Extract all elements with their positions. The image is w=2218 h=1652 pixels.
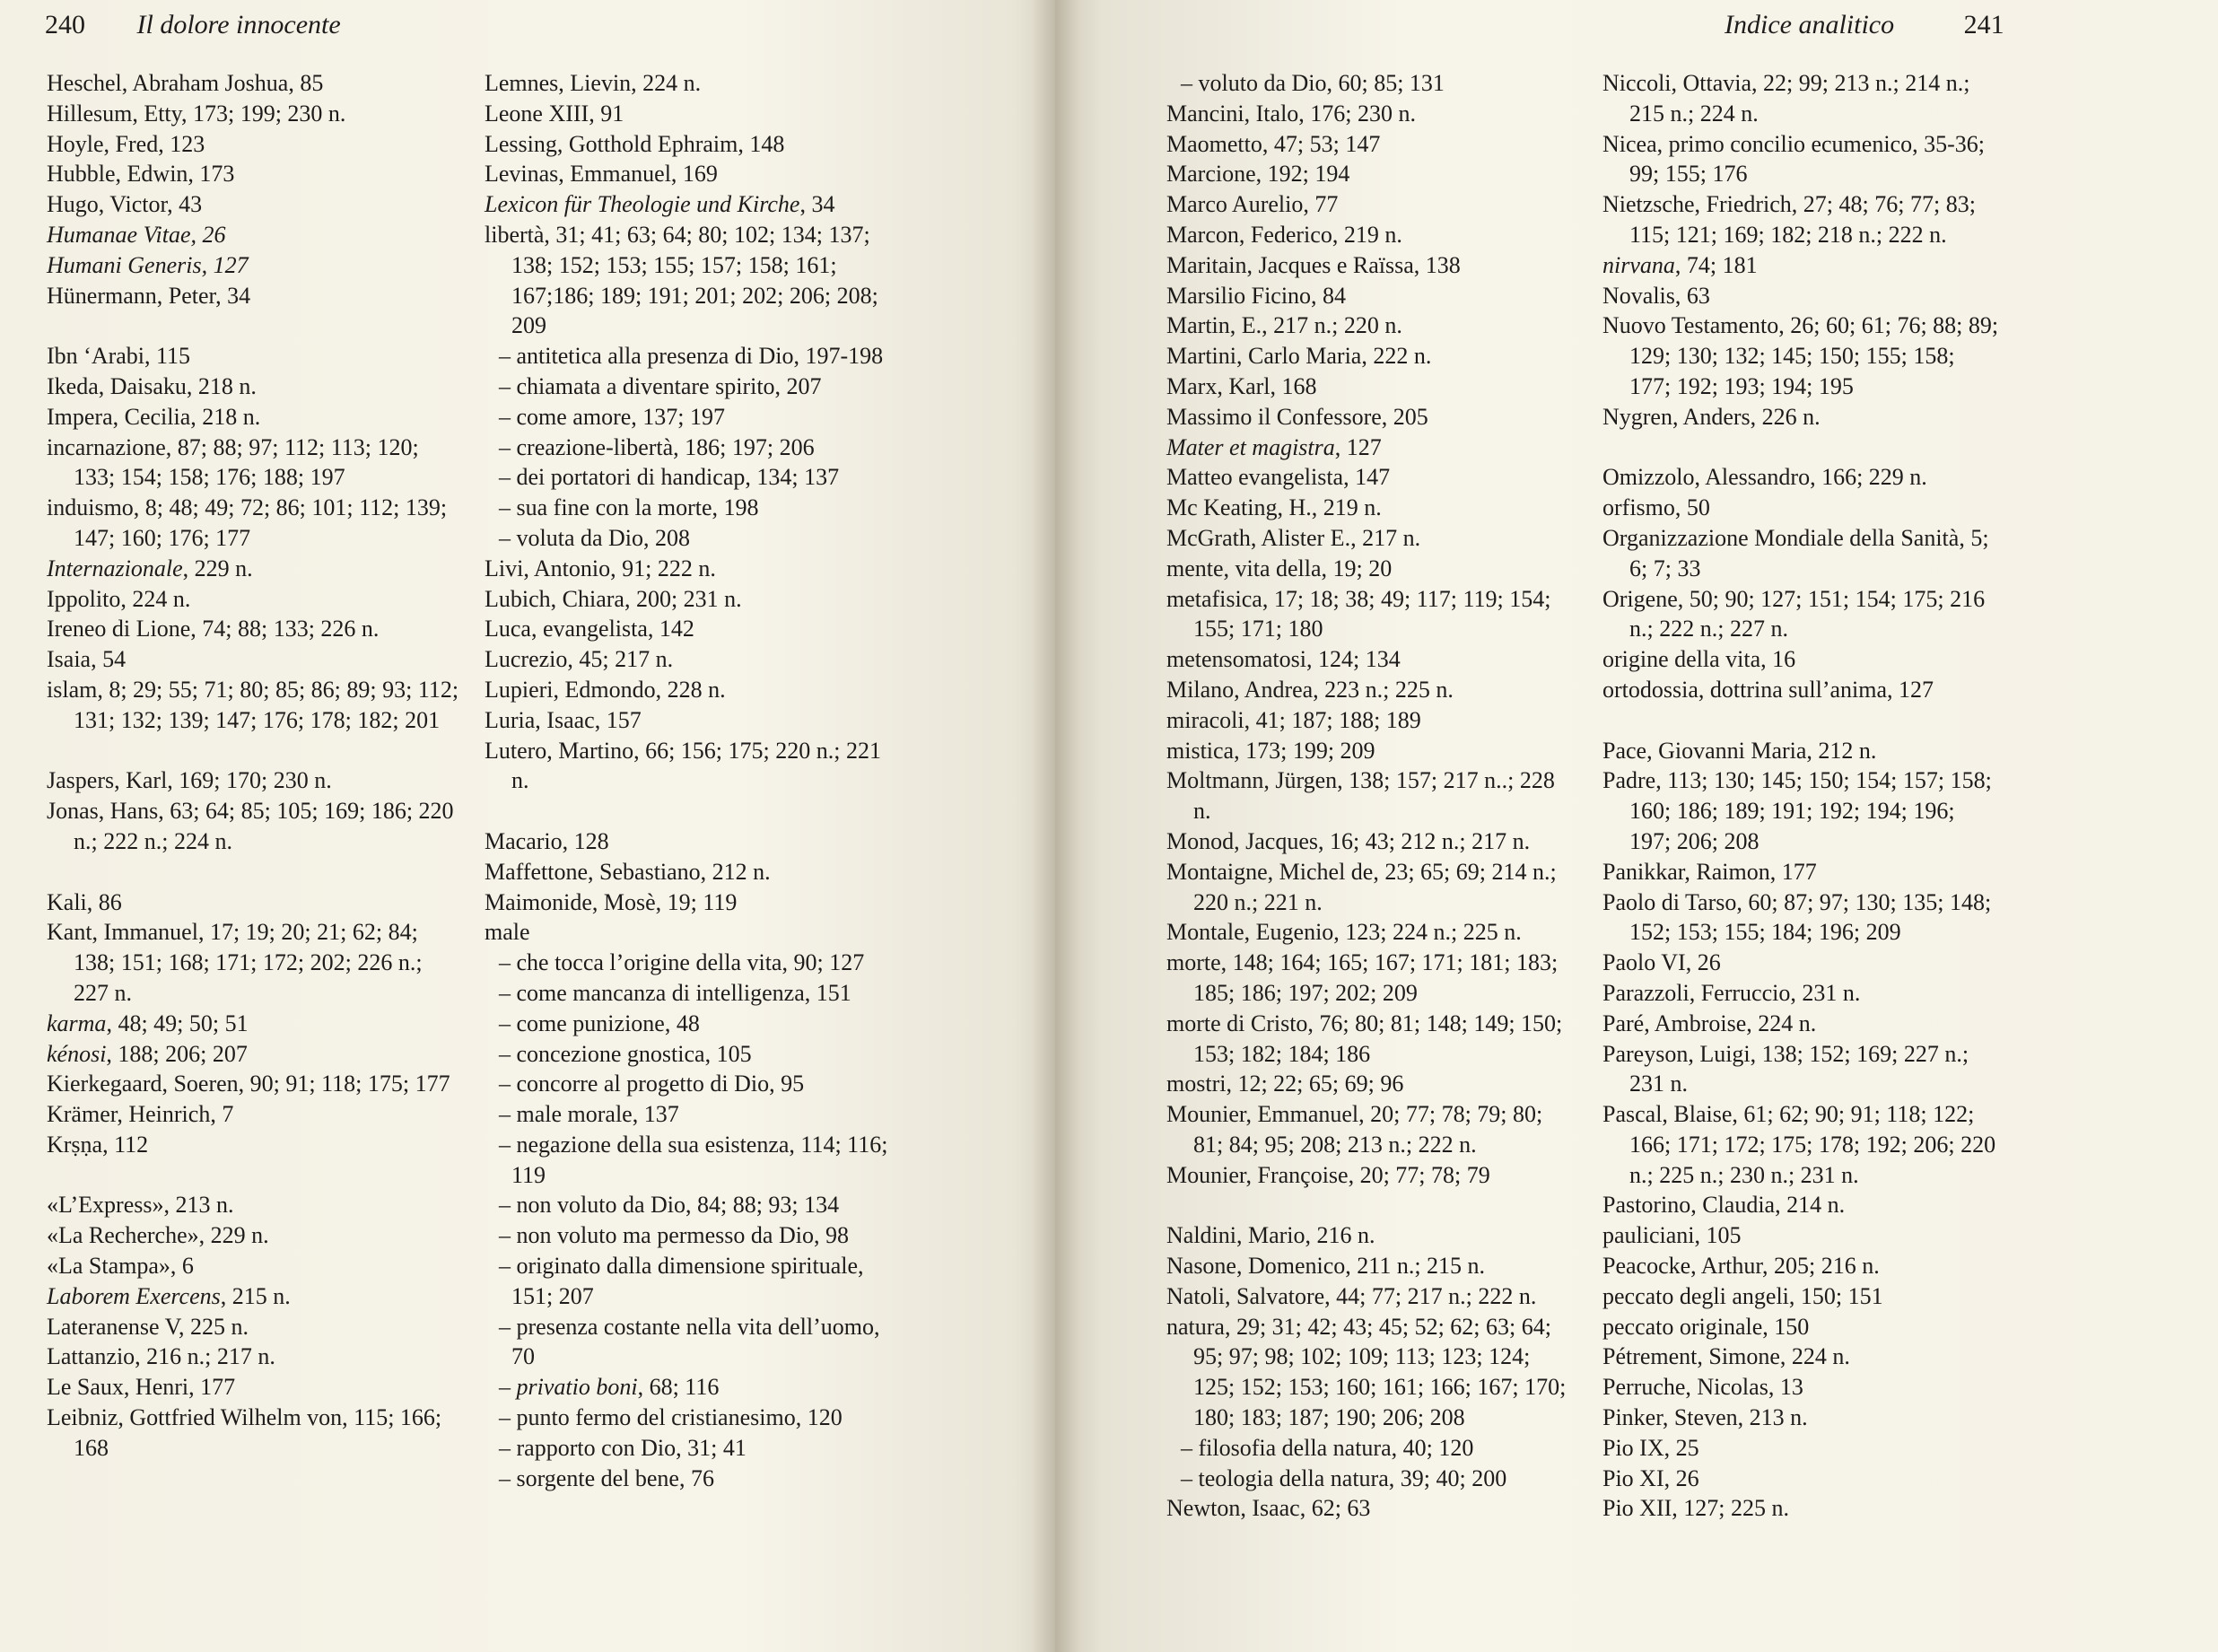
index-entry: Maometto, 47; 53; 147 [1166,130,1381,157]
index-entry: Novalis, 63 [1602,282,1710,309]
index-entry: Nietzsche, Friedrich, 27; 48; 76; 77; 83; 115; 121; 169; 182; 218 n.; 222 n. [1602,191,1976,248]
index-entry: Marco Aurelio, 77 [1166,191,1339,218]
index-entry: Pace, Giovanni Maria, 212 n. [1602,737,1877,764]
index-entry: Le Saux, Henri, 177 [47,1374,236,1401]
index-entry: Milano, Andrea, 223 n.; 225 n. [1166,676,1454,703]
index-entry: Martin, E., 217 n.; 220 n. [1166,312,1402,339]
index-entry: Lubich, Chiara, 200; 231 n. [485,585,742,612]
index-entry: natura, 29; 31; 42; 43; 45; 52; 62; 63; 64; 95; 97; 98; 102; 109; 113; 123; 124; 125; 152; 153; 160; 161; 166; 167; 170; 180; 183; 187; 190; 206; 208 [1166,1313,1567,1431]
index-entry: Leone XIII, 91 [485,100,624,127]
index-entry: pauliciani, 105 [1602,1222,1742,1249]
left-running-title: Il dolore innocente [136,10,341,39]
index-entry: Ibn ‘Arabi, 115 [47,343,191,370]
index-gap [1166,1190,1567,1220]
index-entry: Mounier, Emmanuel, 20; 77; 78; 79; 80; 81; 84; 95; 208; 213 n.; 222 n. [1166,1101,1543,1158]
index-entry: mente, vita della, 19; 20 [1166,555,1393,581]
index-entry: Nasone, Domenico, 211 n.; 215 n. [1166,1253,1486,1280]
index-entry: Pascal, Blaise, 61; 62; 90; 91; 118; 122; 166; 171; 172; 175; 178; 192; 206; 220 n.; 225 n.; 230 n.; 231 n. [1602,1101,1996,1188]
index-column-2 [485,68,899,1493]
index-entry: Pio XII, 127; 225 n. [1602,1495,1789,1522]
index-subentry: – come amore, 137; 197 [499,403,725,430]
index-entry: male [485,919,530,946]
index-entry: Mc Keating, H., 219 n. [1166,494,1382,521]
right-page [1055,0,2218,1652]
index-entry: Pinker, Steven, 213 n. [1602,1404,1808,1431]
index-entry: Montale, Eugenio, 123; 224 n.; 225 n. [1166,919,1522,946]
index-entry: Perruche, Nicolas, 13 [1602,1374,1803,1401]
index-entry: Pastorino, Claudia, 214 n. [1602,1192,1846,1219]
left-running-head [45,7,341,43]
left-page [0,0,1055,1652]
index-entry: Marcione, 192; 194 [1166,161,1350,188]
index-subentry: – teologia della natura, 39; 40; 200 [1181,1464,1507,1491]
index-entry: Padre, 113; 130; 145; 150; 154; 157; 158; 160; 186; 189; 191; 192; 194; 196; 197; 206; 208 [1602,767,1992,854]
index-entry: origine della vita, 16 [1602,646,1796,673]
index-entry: Hubble, Edwin, 173 [47,161,235,188]
index-entry: Martini, Carlo Maria, 222 n. [1166,343,1432,370]
index-entry: Paolo di Tarso, 60; 87; 97; 130; 135; 148; 152; 153; 155; 184; 196; 209 [1602,888,1992,946]
index-entry: Lucrezio, 45; 217 n. [485,646,674,673]
index-entry: Nicea, primo concilio ecumenico, 35-36; 99; 155; 176 [1602,130,1985,188]
index-entry: Pio IX, 25 [1602,1434,1699,1461]
right-running-title: Indice analitico [1725,10,1895,39]
index-entry: induismo, 8; 48; 49; 72; 86; 101; 112; 139; 147; 160; 176; 177 [47,494,448,551]
index-entry: Ireneo di Lione, 74; 88; 133; 226 n. [47,616,380,642]
index-entry: Jonas, Hans, 63; 64; 85; 105; 169; 186; 220 n.; 222 n.; 224 n. [47,798,454,854]
index-entry: Ikeda, Daisaku, 218 n. [47,372,257,399]
index-entry: Marsilio Ficino, 84 [1166,282,1347,309]
index-entry: Mancini, Italo, 176; 230 n. [1166,100,1417,127]
right-running-head [1725,7,2004,43]
index-entry: metensomatosi, 124; 134 [1166,646,1401,673]
index-entry: mostri, 12; 22; 65; 69; 96 [1166,1071,1404,1097]
index-entry: Luria, Isaac, 157 [485,706,642,733]
index-subentry: – dei portatori di handicap, 134; 137 [499,464,840,491]
index-entry: Impera, Cecilia, 218 n. [47,403,261,430]
index-entry: Moltmann, Jürgen, 138; 157; 217 n..; 228 n. [1166,767,1555,825]
index-gap [1602,433,2001,463]
left-page-number: 240 [45,10,85,39]
index-entry: Pareyson, Luigi, 138; 152; 169; 227 n.; 231 n. [1602,1040,1969,1097]
index-subentry: – voluta da Dio, 208 [499,524,691,551]
index-entry: Omizzolo, Alessandro, 166; 229 n. [1602,464,1927,491]
index-subentry: – chiamata a diventare spirito, 207 [499,372,822,399]
index-entry: Nuovo Testamento, 26; 60; 61; 76; 88; 89; 129; 130; 132; 145; 150; 155; 158; 177; 192; 193; 194; 195 [1602,312,1999,399]
index-entry: «L’Express», 213 n. [47,1192,234,1219]
index-entry: Internazionale, 229 n. [47,555,253,581]
index-subentry: – rapporto con Dio, 31; 41 [499,1434,747,1461]
index-subentry: – come punizione, 48 [499,1010,700,1036]
index-entry: nirvana, 74; 181 [1602,251,1758,278]
index-entry: Humani Generis, 127 [47,251,249,278]
index-entry: Macario, 128 [485,827,609,854]
index-entry: Heschel, Abraham Joshua, 85 [47,70,324,96]
index-entry: Humanae Vitae, 26 [47,221,226,248]
index-entry: Paré, Ambroise, 224 n. [1602,1010,1817,1036]
index-entry: Lessing, Gotthold Ephraim, 148 [485,130,785,157]
index-gap [47,736,459,766]
index-entry: Lutero, Martino, 66; 156; 175; 220 n.; 221 n. [485,737,881,794]
index-entry: Levinas, Emmanuel, 169 [485,161,718,188]
index-subentry: – filosofia della natura, 40; 120 [1181,1434,1474,1461]
index-entry: «La Recherche», 229 n. [47,1222,269,1249]
index-entry: morte, 148; 164; 165; 167; 171; 181; 183; 185; 186; 197; 202; 209 [1166,949,1559,1006]
index-entry: Krṣṇa, 112 [47,1131,149,1158]
index-entry: Jaspers, Karl, 169; 170; 230 n. [47,767,332,794]
index-entry: Lattanzio, 216 n.; 217 n. [47,1343,275,1370]
index-entry: Pétrement, Simone, 224 n. [1602,1343,1850,1370]
index-subentry: – sorgente del bene, 76 [499,1464,714,1491]
index-entry: Massimo il Confessore, 205 [1166,403,1428,430]
index-gap [485,796,899,826]
index-entry: Natoli, Salvatore, 44; 77; 217 n.; 222 n. [1166,1282,1537,1309]
index-entry: Niccoli, Ottavia, 22; 99; 213 n.; 214 n.; 215 n.; 224 n. [1602,70,1970,127]
index-entry: Parazzoli, Ferruccio, 231 n. [1602,979,1861,1006]
index-entry: Matteo evangelista, 147 [1166,464,1391,491]
index-entry: Paolo VI, 26 [1602,949,1721,976]
index-subentry: – sua fine con la morte, 198 [499,494,759,521]
index-entry: Hünermann, Peter, 34 [47,282,251,309]
index-entry: miracoli, 41; 187; 188; 189 [1166,706,1421,733]
index-entry: Livi, Antonio, 91; 222 n. [485,555,716,581]
index-column-4 [1602,68,2001,1524]
index-gap [47,310,459,341]
index-entry: McGrath, Alister E., 217 n. [1166,524,1421,551]
index-entry: Origene, 50; 90; 127; 151; 154; 175; 216 n.; 222 n.; 227 n. [1602,585,1986,642]
index-subentry: – privatio boni, 68; 116 [499,1374,720,1401]
index-column-3 [1166,68,1567,1524]
index-entry: «La Stampa», 6 [47,1253,194,1280]
index-entry: Peacocke, Arthur, 205; 216 n. [1602,1253,1880,1280]
index-entry: islam, 8; 29; 55; 71; 80; 85; 86; 89; 93; 112; 131; 132; 139; 147; 176; 178; 182; 201 [47,676,459,733]
index-entry: Leibniz, Gottfried Wilhelm von, 115; 166; 168 [47,1404,442,1461]
index-entry: Mater et magistra, 127 [1166,433,1382,460]
index-subentry: – male morale, 137 [499,1101,679,1128]
index-entry: Kant, Immanuel, 17; 19; 20; 21; 62; 84; 138; 151; 168; 171; 172; 202; 226 n.; 227 n. [47,919,423,1006]
index-entry: orfismo, 50 [1602,494,1710,521]
index-entry: kénosi, 188; 206; 207 [47,1040,248,1067]
index-entry: peccato originale, 150 [1602,1313,1810,1340]
index-entry: incarnazione, 87; 88; 97; 112; 113; 120; 133; 154; 158; 176; 188; 197 [47,433,419,491]
index-entry: karma, 48; 49; 50; 51 [47,1010,249,1036]
index-entry: Organizzazione Mondiale della Sanità, 5; 6; 7; 33 [1602,524,1989,581]
index-entry: Hillesum, Etty, 173; 199; 230 n. [47,100,346,127]
index-entry: Hoyle, Fred, 123 [47,130,205,157]
index-entry: Lateranense V, 225 n. [47,1313,249,1340]
index-subentry: – negazione della sua esistenza, 114; 116; 119 [499,1131,888,1188]
index-entry: Montaigne, Michel de, 23; 65; 69; 214 n.; 220 n.; 221 n. [1166,858,1557,915]
index-entry: Monod, Jacques, 16; 43; 212 n.; 217 n. [1166,827,1531,854]
index-entry: Marx, Karl, 168 [1166,372,1317,399]
index-subentry: – presenza costante nella vita dell’uomo, 70 [499,1313,880,1370]
index-entry: Maritain, Jacques e Raïssa, 138 [1166,251,1461,278]
index-entry: Ippolito, 224 n. [47,585,191,612]
index-entry: Mounier, Françoise, 20; 77; 78; 79 [1166,1161,1490,1188]
index-subentry: – originato dalla dimensione spirituale, 151; 207 [499,1253,864,1309]
index-entry: Marcon, Federico, 219 n. [1166,221,1402,248]
index-entry: Isaia, 54 [47,646,127,673]
index-entry: Krämer, Heinrich, 7 [47,1101,234,1128]
index-entry: libertà, 31; 41; 63; 64; 80; 102; 134; 137; 138; 152; 153; 155; 157; 158; 161; 167;186; 189; 191; 201; 202; 206; 208; 209 [485,221,878,339]
index-gap [47,857,459,887]
index-subentry: – punto fermo del cristianesimo, 120 [499,1404,843,1431]
index-subentry: – che tocca l’origine della vita, 90; 127 [499,949,865,976]
index-subentry: – concezione gnostica, 105 [499,1040,752,1067]
index-entry: Lupieri, Edmondo, 228 n. [485,676,726,703]
index-subentry: – creazione-libertà, 186; 197; 206 [499,433,815,460]
index-entry: mistica, 173; 199; 209 [1166,737,1375,764]
index-subentry: – come mancanza di intelligenza, 151 [499,979,851,1006]
index-entry: morte di Cristo, 76; 80; 81; 148; 149; 150; 153; 182; 184; 186 [1166,1010,1563,1067]
index-entry: Nygren, Anders, 226 n. [1602,403,1821,430]
index-entry: Panikkar, Raimon, 177 [1602,858,1817,885]
index-entry: Lexicon für Theologie und Kirche, 34 [485,191,835,218]
index-column-1 [47,68,459,1464]
index-subentry: – antitetica alla presenza di Dio, 197-198 [499,343,884,370]
index-entry: Maimonide, Mosè, 19; 119 [485,888,738,915]
index-entry: Naldini, Mario, 216 n. [1166,1222,1375,1249]
index-entry: Luca, evangelista, 142 [485,616,694,642]
index-gap [1602,705,2001,736]
index-entry: peccato degli angeli, 150; 151 [1602,1282,1883,1309]
index-entry: Newton, Isaac, 62; 63 [1166,1495,1371,1522]
index-entry: metafisica, 17; 18; 38; 49; 117; 119; 154; 155; 171; 180 [1166,585,1551,642]
index-subentry: – concorre al progetto di Dio, 95 [499,1071,805,1097]
index-entry: Pio XI, 26 [1602,1464,1699,1491]
index-entry: Maffettone, Sebastiano, 212 n. [485,858,771,885]
index-gap [47,1160,459,1191]
index-entry: ortodossia, dottrina sull’anima, 127 [1602,676,1934,703]
index-subentry: – non voluto da Dio, 84; 88; 93; 134 [499,1192,840,1219]
index-entry: Laborem Exercens, 215 n. [47,1282,291,1309]
index-entry: Lemnes, Lievin, 224 n. [485,70,702,96]
index-entry: Kali, 86 [47,888,122,915]
index-subentry: – non voluto ma permesso da Dio, 98 [499,1222,849,1249]
right-page-number: 241 [1963,10,2004,39]
index-entry: Kierkegaard, Soeren, 90; 91; 118; 175; 177 [47,1071,450,1097]
index-subentry: – voluto da Dio, 60; 85; 131 [1181,70,1445,96]
index-entry: Hugo, Victor, 43 [47,191,203,218]
